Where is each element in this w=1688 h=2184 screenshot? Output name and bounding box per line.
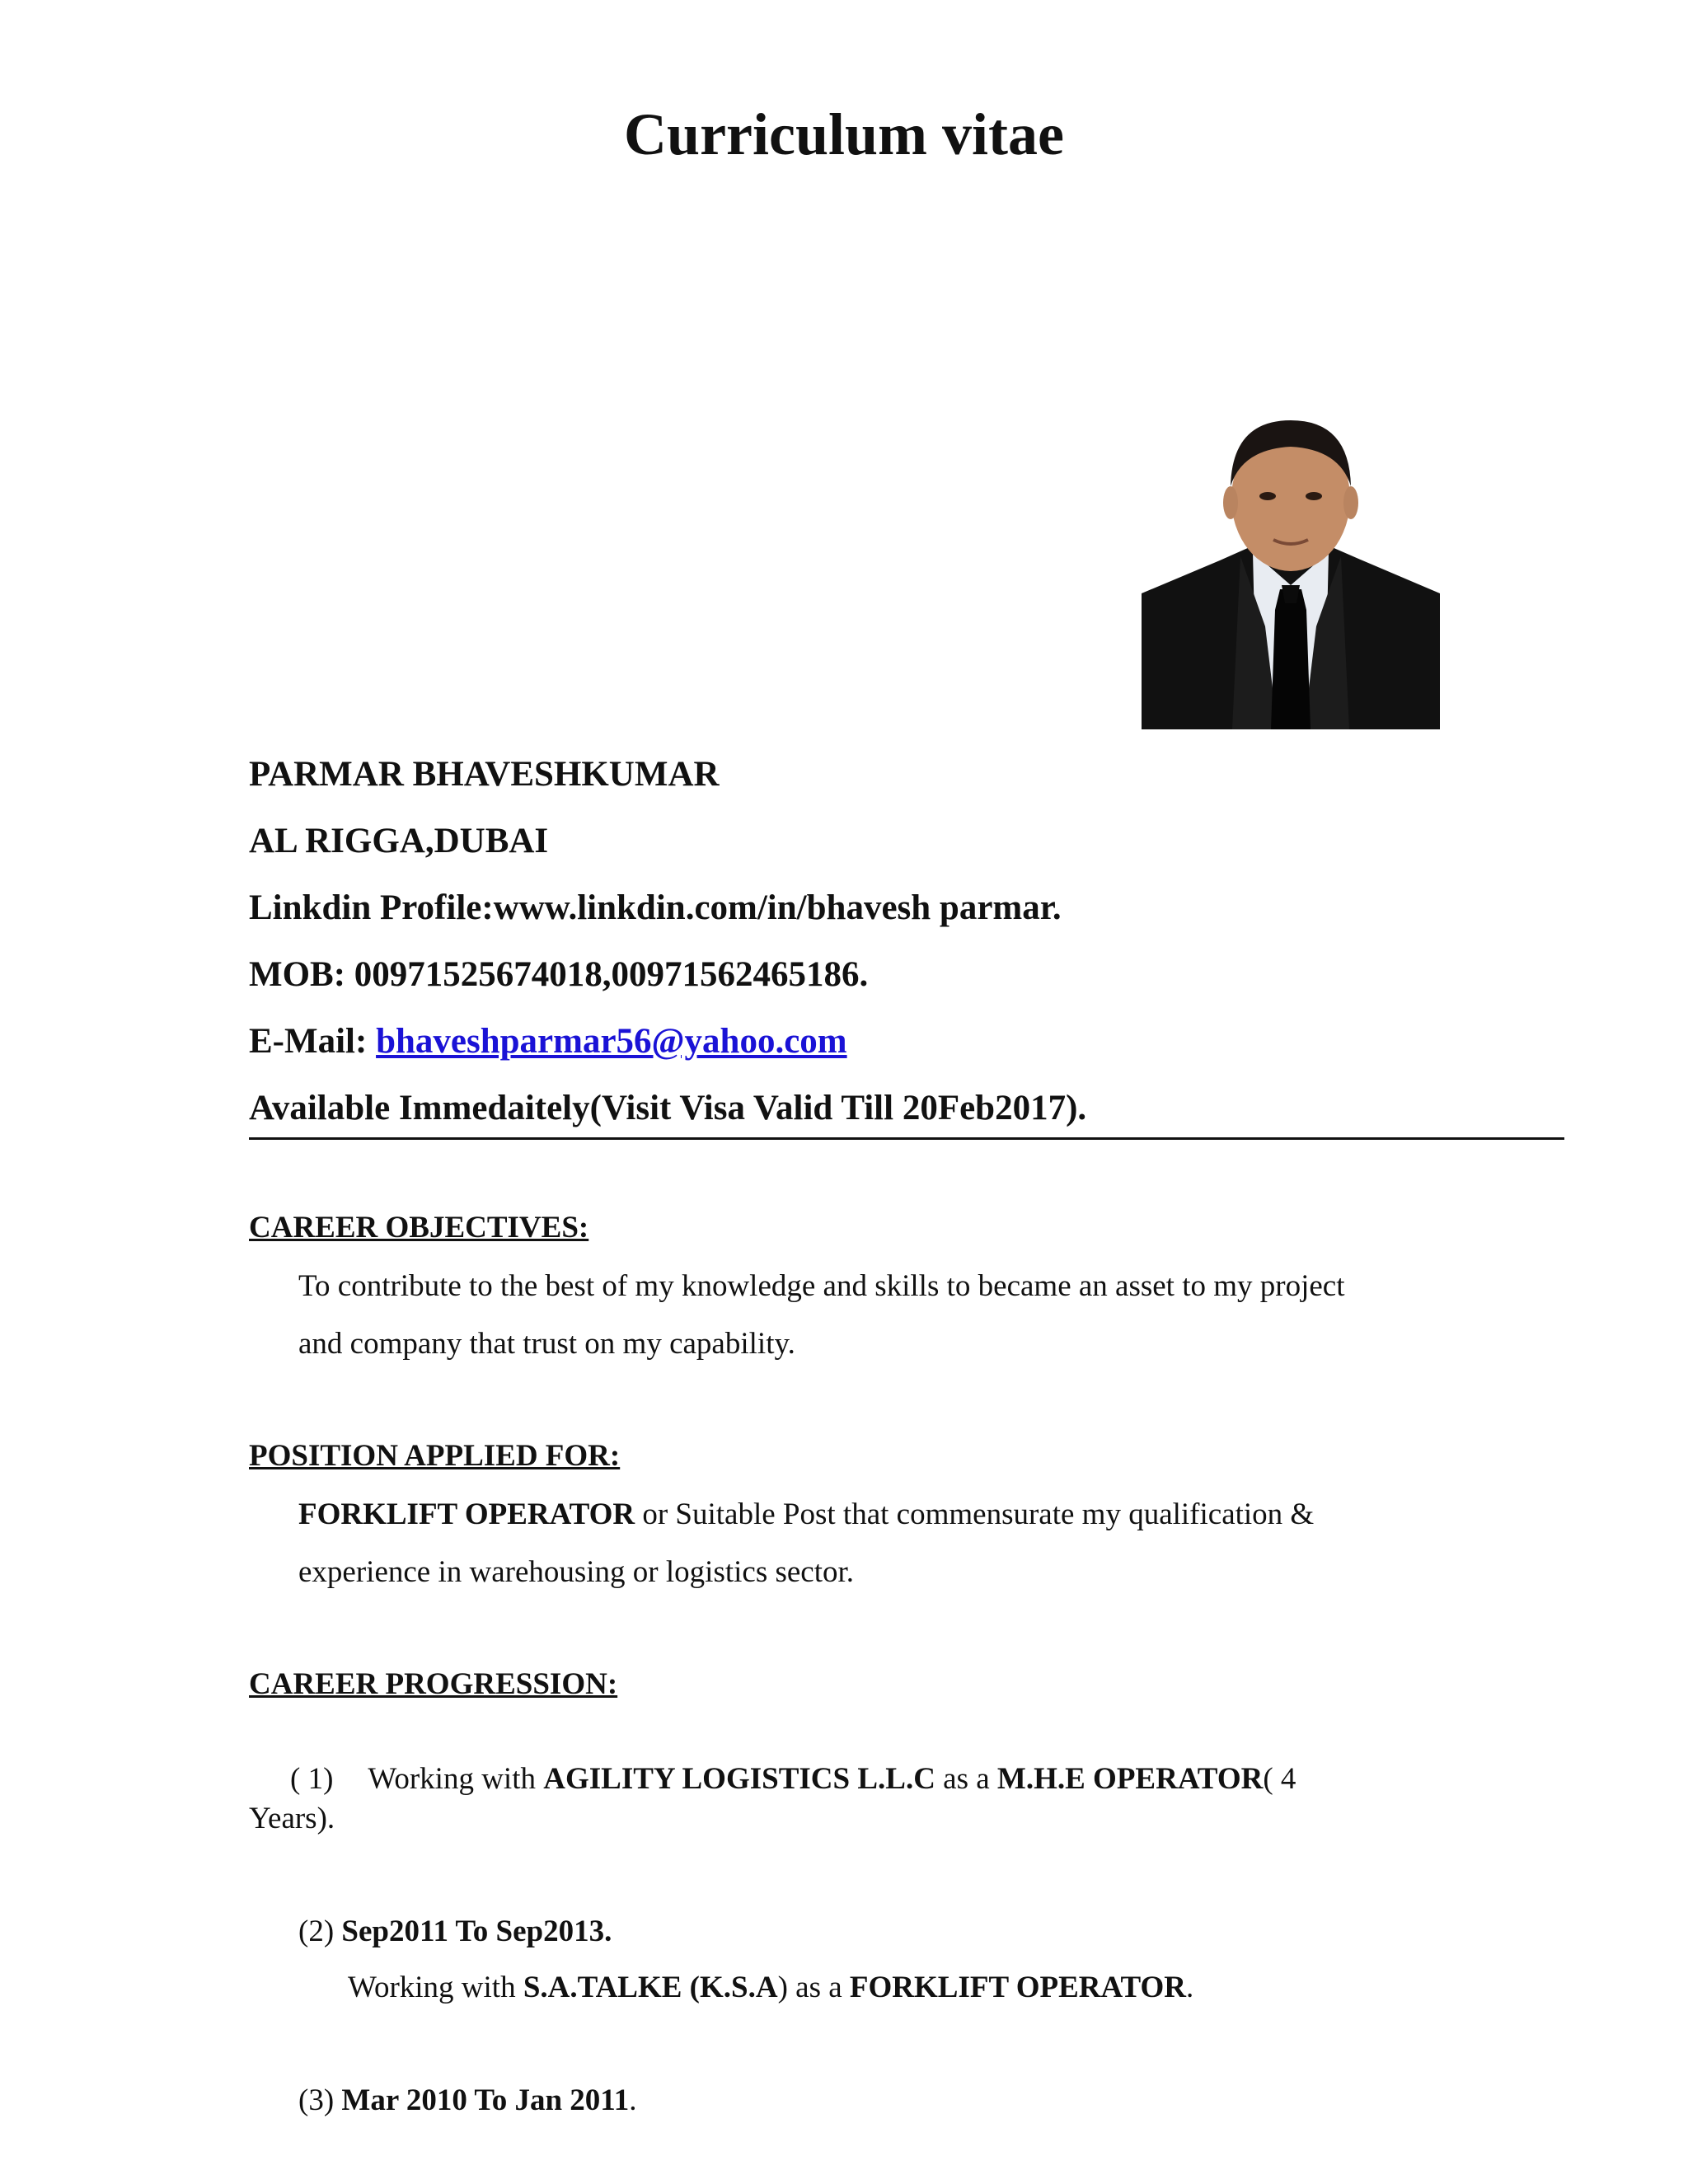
item-2-post: . — [1186, 1971, 1194, 2004]
email-label: E-Mail: — [249, 1022, 377, 1061]
email-link[interactable]: bhaveshparmar56@yahoo.com — [376, 1022, 847, 1061]
item-1-mid: as a — [935, 1762, 997, 1796]
item-2-company: S.A.TALKE (K.S.A — [523, 1971, 778, 2004]
position-applied-line-1 — [298, 1486, 1440, 1544]
progression-item-1 — [290, 1760, 1296, 1799]
career-objectives-heading: CAREER OBJECTIVES: — [249, 1211, 589, 1244]
career-objectives-text — [298, 1258, 1440, 1373]
position-line-1-rest: or Suitable Post that commensurate my qualification & — [635, 1497, 1315, 1531]
progression-item-1-wrap: Years). — [249, 1802, 335, 1835]
item-2-role: FORKLIFT OPERATOR — [849, 1971, 1187, 2004]
progression-item-3-dates-line — [298, 2081, 636, 2121]
header-divider — [249, 1137, 1564, 1140]
item-1-role: M.H.E OPERATOR — [996, 1762, 1264, 1796]
person-portrait-icon — [1142, 420, 1440, 729]
item-1-company: AGILITY LOGISTICS L.L.C — [543, 1762, 935, 1796]
item-1-pre: Working with — [368, 1762, 544, 1796]
item-2-mid: ) as a — [777, 1971, 850, 2004]
position-applied-text — [298, 1486, 1440, 1601]
profile-photo — [1142, 420, 1440, 729]
progression-item-2-dates-line — [298, 1912, 612, 1952]
progression-item-2-detail — [348, 1968, 1193, 2008]
availability-status: Available Immedaitely(Visit Visa Valid Till 20Feb2017). — [249, 1089, 1087, 1127]
item-3-post: . — [629, 2083, 637, 2117]
career-objectives-line-1: To contribute to the best of my knowledge and skills to became an asset to my project — [298, 1269, 1345, 1303]
document-title: Curriculum vitae — [624, 101, 1064, 167]
candidate-location: AL RIGGA,DUBAI — [249, 822, 549, 860]
position-applied-heading: POSITION APPLIED FOR: — [249, 1439, 621, 1473]
position-role: FORKLIFT OPERATOR — [298, 1497, 635, 1531]
item-2-pre: Working with — [348, 1971, 523, 2004]
mobile-numbers: MOB: 00971525674018,00971562465186. — [249, 955, 869, 994]
linkedin-profile: Linkdin Profile:www.linkdin.com/in/bhavesh parmar. — [249, 888, 1062, 927]
item-3-dates: Mar 2010 To Jan 2011 — [341, 2083, 630, 2117]
item-2-number: (2) — [298, 1915, 342, 1948]
email-line — [249, 1019, 847, 1065]
position-applied-line-2: experience in warehousing or logistics sector. — [298, 1555, 855, 1589]
item-3-number: (3) — [298, 2083, 342, 2117]
item-1-number: ( 1) — [290, 1762, 334, 1796]
item-2-dates: Sep2011 To Sep2013. — [341, 1915, 612, 1948]
career-objectives-line-2: and company that trust on my capability. — [298, 1327, 795, 1361]
candidate-name: PARMAR BHAVESHKUMAR — [249, 755, 720, 794]
career-progression-heading: CAREER PROGRESSION: — [249, 1667, 618, 1701]
item-1-post: ( 4 — [1263, 1762, 1296, 1796]
